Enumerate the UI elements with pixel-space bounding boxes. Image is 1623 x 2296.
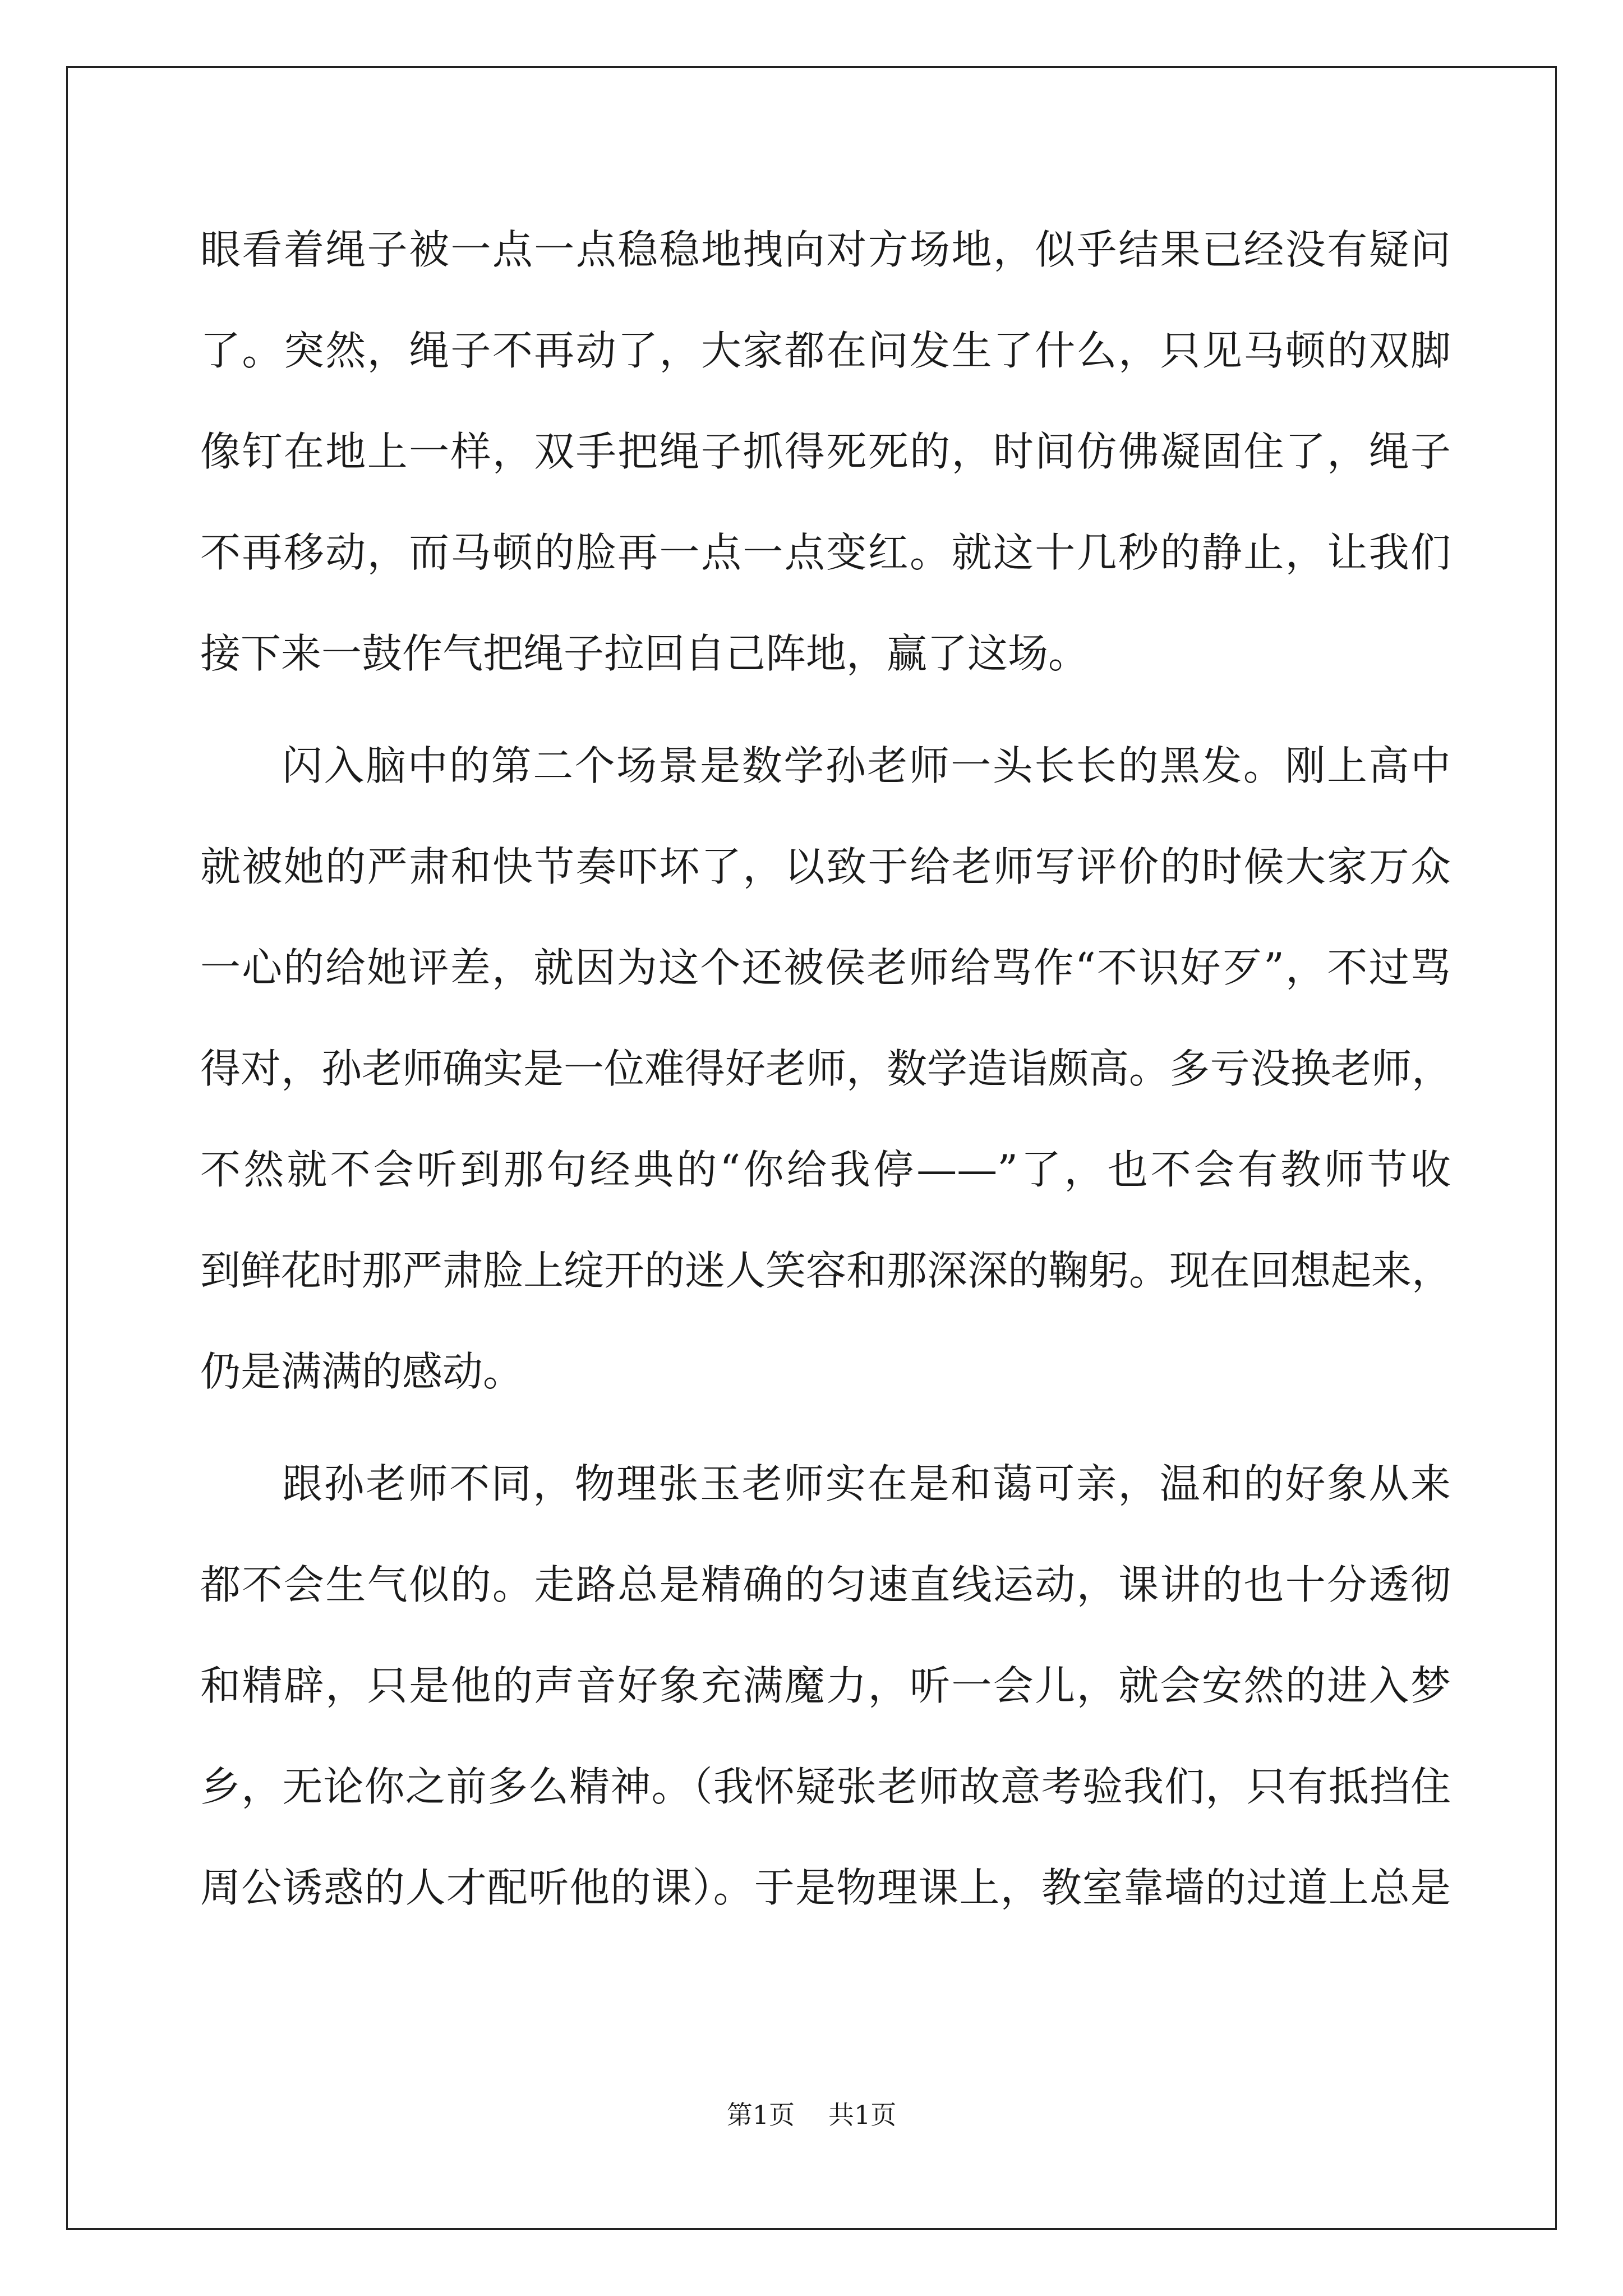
text-line: 和精辟，只是他的声音好象充满魔力，听一会儿，就会安然的进入梦 <box>200 1662 1451 1709</box>
text-line: 得对，孙老师确实是一位难得好老师，数学造诣颇高。多亏没换老师， <box>200 1045 1453 1092</box>
text-line: 一心的给她评差，就因为这个还被侯老师给骂作“不识好歹”，不过骂 <box>200 944 1451 991</box>
text-line: 周公诱惑的人才配听他的课）。于是物理课上，教室靠墙的过道上总是 <box>200 1864 1451 1911</box>
page-number: 第1页 <box>726 2100 795 2130</box>
text-line: 眼看着绳子被一点一点稳稳地拽向对方场地，似乎结果已经没有疑问 <box>200 226 1451 273</box>
paragraph-2 <box>200 715 1451 1422</box>
text-line: 乡，无论你之前多么精神。（我怀疑张老师故意考验我们，只有抵挡住 <box>200 1763 1451 1810</box>
text-line: 像钉在地上一样，双手把绳子抓得死死的，时间仿佛凝固住了，绳子 <box>200 428 1451 475</box>
paragraph-1 <box>200 199 1451 704</box>
text-line: 到鲜花时那严肃脸上绽开的迷人笑容和那深深的鞠躬。现在回想起来， <box>200 1247 1453 1294</box>
page-total: 共1页 <box>828 2100 897 2130</box>
text-line: 仍是满满的感动。 <box>200 1348 524 1395</box>
document-body <box>200 199 1451 1938</box>
text-line: 就被她的严肃和快节奏吓坏了，以致于给老师写评价的时候大家万众 <box>200 843 1451 890</box>
text-line: 不然就不会听到那句经典的“你给我停——”了，也不会有教师节收 <box>200 1146 1451 1193</box>
paragraph-3 <box>200 1433 1451 1938</box>
text-line: 了。突然，绳子不再动了，大家都在问发生了什么，只见马顿的双脚 <box>200 327 1451 374</box>
text-line: 跟孙老师不同，物理张玉老师实在是和蔼可亲，温和的好象从来 <box>282 1460 1451 1507</box>
text-line: 都不会生气似的。走路总是精确的匀速直线运动，课讲的也十分透彻 <box>200 1561 1451 1608</box>
text-line: 闪入脑中的第二个场景是数学孙老师一头长长的黑发。刚上高中 <box>282 742 1451 789</box>
text-line: 不再移动，而马顿的脸再一点一点变红。就这十几秒的静止，让我们 <box>200 529 1451 576</box>
page-footer <box>0 2098 1623 2132</box>
text-line: 接下来一鼓作气把绳子拉回自己阵地，赢了这场。 <box>200 630 1089 677</box>
